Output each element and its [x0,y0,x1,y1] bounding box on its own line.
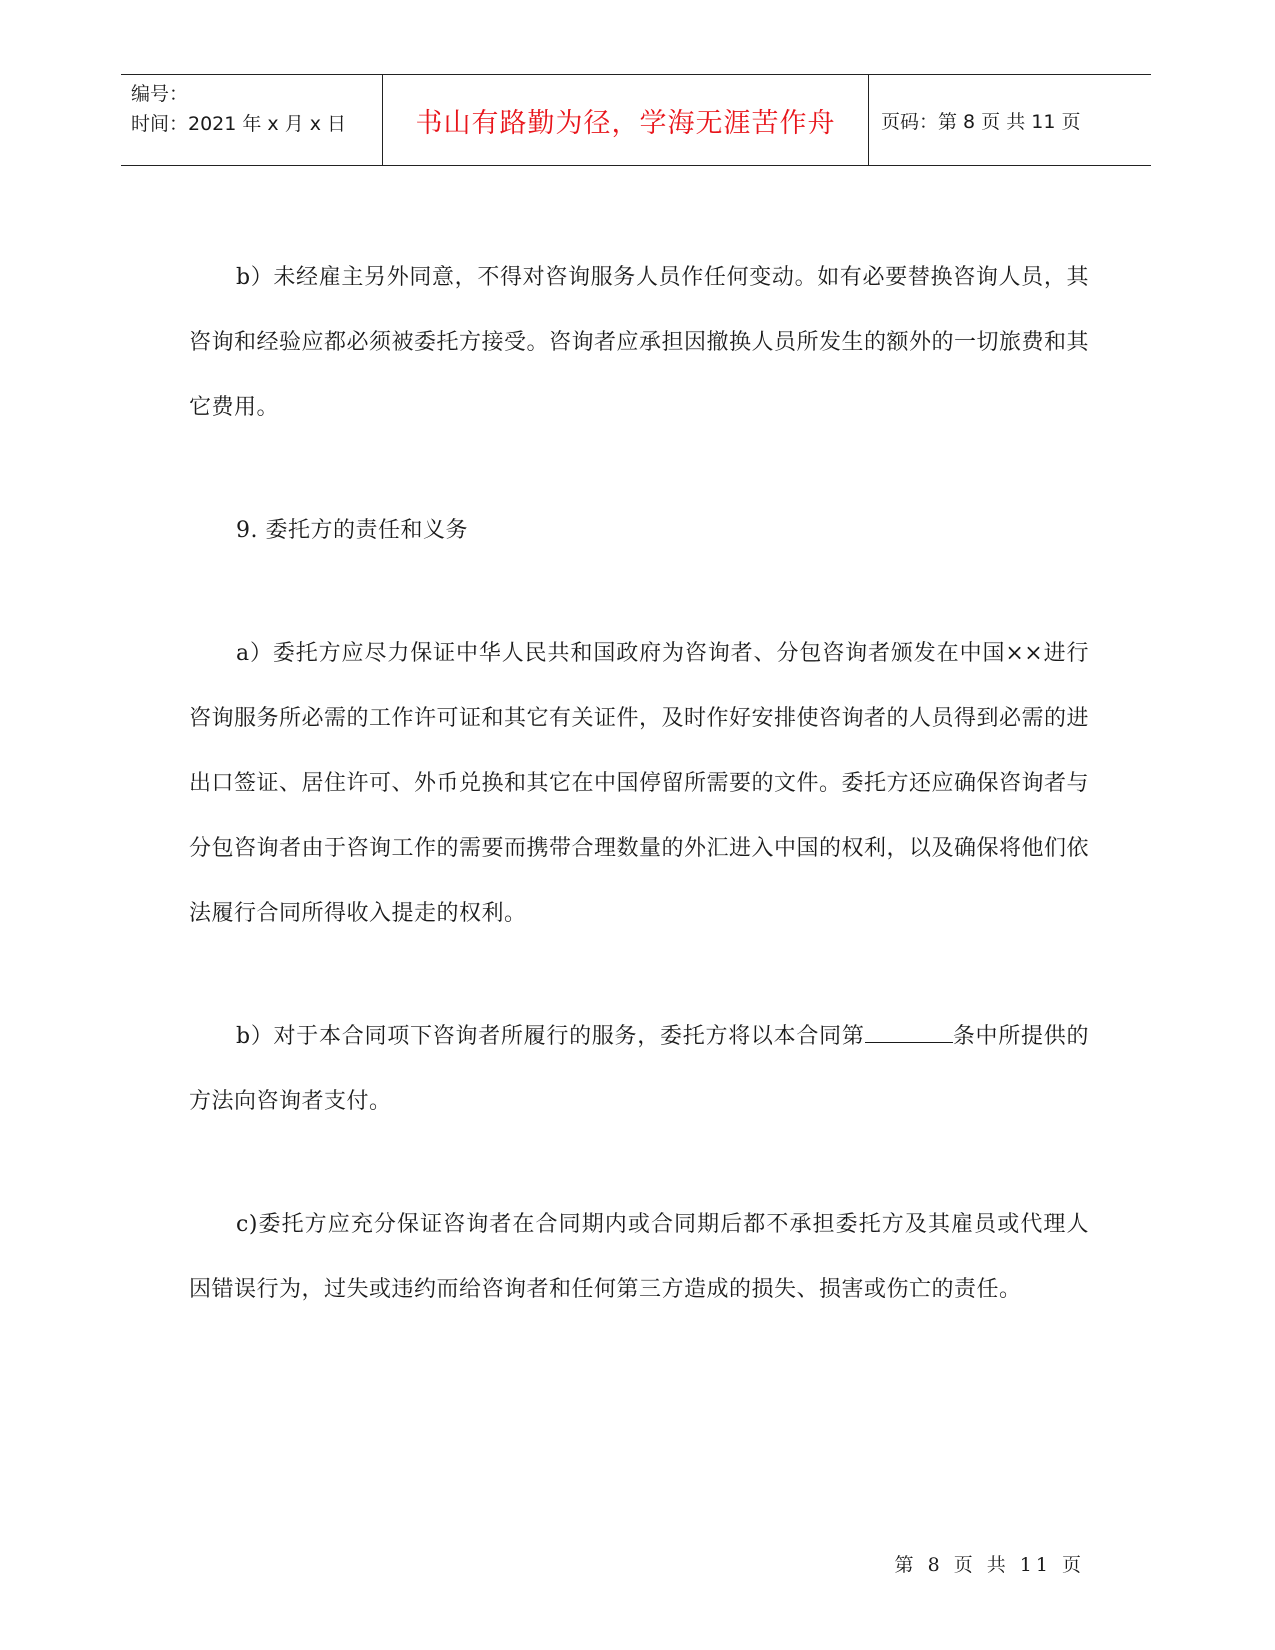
document-number-label: 编号： [131,83,189,105]
payment-text-before: b）对于本合同项下咨询者所履行的服务，委托方将以本合同第 [236,1024,865,1049]
clause-number-blank [865,1020,953,1043]
document-date-label: 时间：2021 年 x 月 x 日 [131,113,347,135]
header-page-cell [869,75,1151,165]
page-header [121,74,1151,166]
paragraph-payment [189,1004,1089,1134]
paragraph-liability: c)委托方应充分保证咨询者在合同期内或合同期后都不承担委托方及其雇员或代理人因错误行为，过失或违约而给咨询者和任何第三方造成的损失、损害或伤亡的责任。 [189,1212,1089,1302]
paragraph-permits: a）委托方应尽力保证中华人民共和国政府为咨询者、分包咨询者颁发在中国××进行咨询服务所必需的工作许可证和其它有关证件，及时作好安排使咨询者的人员得到必需的进出口签证、居住许可、外币兑换和其它在中国停留所需要的文件。委托方还应确保咨询者与分包咨询者由于咨询工作的需要而携带合理数量的外汇进入中国的权利，以及确保将他们依法履行合同所得收入提走的权利。 [189,641,1090,926]
paragraph-staff-change: b）未经雇主另外同意，不得对咨询服务人员作任何变动。如有必要替换咨询人员，其咨询和经验应都必须被委托方接受。咨询者应承担因撤换人员所发生的额外的一切旅费和其它费用。 [189,265,1090,420]
page-footer: 第 8 页 共 11 页 [894,1554,1085,1576]
section-heading-client-duties: 9. 委托方的责任和义务 [236,518,468,543]
header-motto: 书山有路勤为径，学海无涯苦作舟 [415,107,836,139]
document-body [189,245,1089,1322]
header-motto-cell [383,75,869,165]
payment-text-after: 条中所提供的方法向咨询者支付。 [189,1024,1089,1114]
header-page-label: 页码：第 8 页 共 11 页 [881,110,1081,133]
header-left-cell [121,75,383,165]
